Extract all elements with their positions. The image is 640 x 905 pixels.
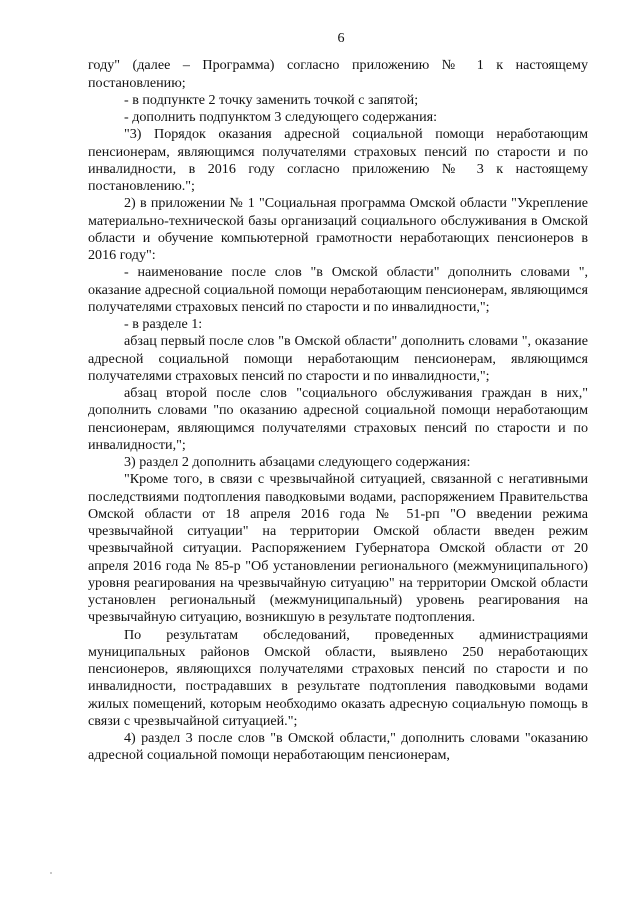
page-number: 6 bbox=[337, 30, 345, 46]
paragraph: - в подпункте 2 точку заменить точкой с запятой; bbox=[124, 91, 419, 108]
paragraph: "3) Порядок оказания адресной социальной помощи неработающим пенсионерам, являющимся получателями страховых пенсий по старости и по инвалидности, в 2016 году согласно приложению № 3 к настоящему постановлению."; bbox=[88, 126, 588, 194]
document-page bbox=[88, 30, 588, 765]
paragraph: году" (далее – Программа) согласно приложению № 1 к настоящему постановлению; bbox=[88, 57, 588, 91]
paragraph: "Кроме того, в связи с чрезвычайной ситуацией, связанной с негативными последствиями подтопления паводковыми водами, распоряжением Правительства Омской области от 18 апреля 2016 года № 51-рп "О введении режима чрезвычайной ситуации" на территории Омской области введен режим чрезвычайной ситуации. Распоряжением Губернатора Омской области от 20 апреля 2016 года № 85-р "Об установлении регионального (межмуниципального) уровня реагирования на чрезвычайную ситуацию" на территории Омской области установлен региональный (межмуниципальный) уровень реагирования на чрезвычайную ситуацию, возникшую в результате подтопления. bbox=[88, 471, 588, 626]
paragraph: 4) раздел 3 после слов "в Омской области," дополнить словами "оказанию адресной социальной помощи неработающим пенсионерам, bbox=[88, 730, 588, 764]
paragraph: 3) раздел 2 дополнить абзацами следующего содержания: bbox=[124, 454, 471, 470]
paragraph: - в разделе 1: bbox=[124, 316, 203, 332]
paragraph: абзац второй после слов "социального обслуживания граждан в них," дополнить словами "по оказанию адресной социальной помощи неработающим пенсионерам, являющимся получателями страховых пенсий по старости и по инвалидности,"; bbox=[88, 385, 588, 453]
paragraph: абзац первый после слов "в Омской области" дополнить словами ", оказание адресной социальной помощи неработающим пенсионерам, являющимся получателями страховых пенсий по старости и по инвалидности,"; bbox=[88, 333, 588, 384]
paragraph: - дополнить подпунктом 3 следующего содержания: bbox=[124, 109, 438, 125]
paragraph: - наименование после слов "в Омской области" дополнить словами ", оказание адресной социальной помощи неработающим пенсионерам, являющимся получателями страховых пенсий по старости и по инвалидности,"; bbox=[88, 264, 588, 315]
paragraph: 2) в приложении № 1 "Социальная программа Омской области "Укрепление материально-технической базы организаций социального обслуживания в Омской области и обучение компьютерной грамотности неработающих пенсионеров в 2016 году": bbox=[88, 195, 588, 263]
paragraph: По результатам обследований, проведенных администрациями муниципальных районов Омской области, выявлено 250 неработающих пенсионеров, являющихся получателями страховых пенсий по старости и по инвалидности, пострадавших в результате подтопления паводковыми водами жилых помещений, которым необходимо оказать адресную социальную помощь в связи с чрезвычайной ситуацией."; bbox=[88, 626, 588, 729]
scan-speck bbox=[50, 872, 52, 874]
document-body bbox=[88, 57, 588, 764]
